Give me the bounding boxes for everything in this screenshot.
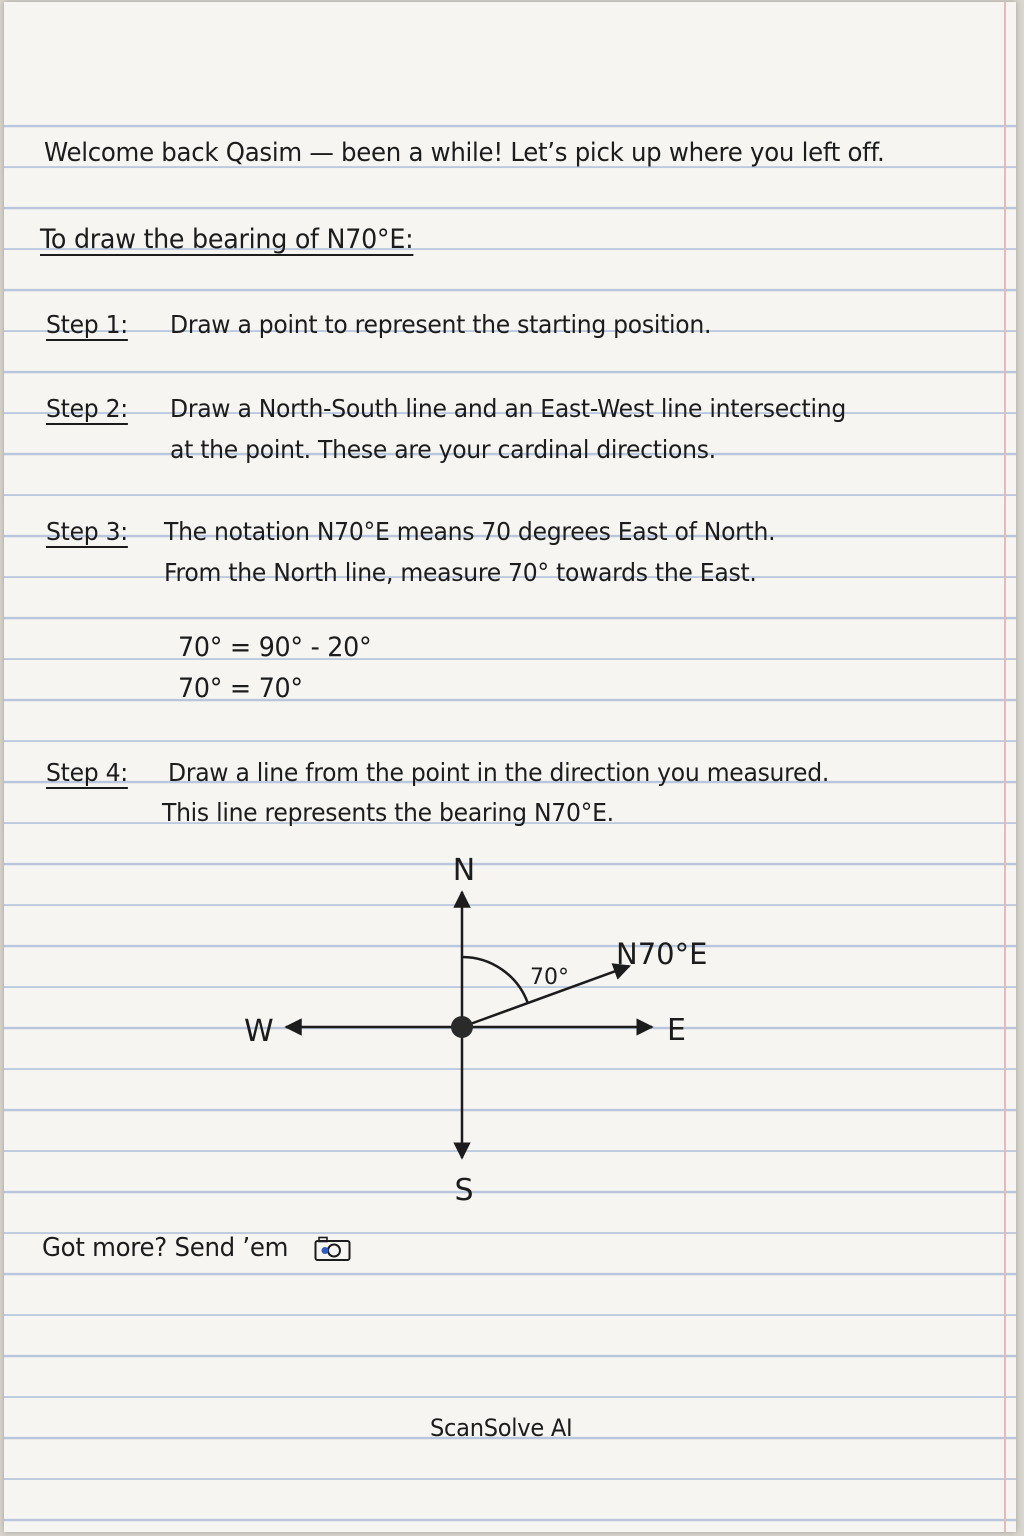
step-2-line-1: Draw a North-South line and an East-West line intersecting [170, 394, 846, 423]
origin-point [451, 1016, 473, 1038]
north-label: N [452, 853, 476, 888]
equation-2: 70° = 70° [178, 673, 303, 704]
angle-label: 70° [530, 965, 569, 990]
brand-signature: ScanSolve AI [430, 1414, 573, 1442]
step-3-label: Step 3: [46, 517, 128, 546]
step-2-label: Step 2: [46, 394, 128, 423]
equation-1: 70° = 90° - 20° [178, 632, 372, 663]
west-label: W [244, 1014, 274, 1049]
step-1-line-1: Draw a point to represent the starting position. [170, 310, 712, 339]
bearing-label: N70°E [616, 937, 708, 971]
step-3-line-2: From the North line, measure 70° towards the East. [164, 558, 757, 587]
heading: To draw the bearing of N70°E: [40, 224, 414, 255]
step-4-line-2: This line represents the bearing N70°E. [162, 798, 614, 827]
south-label: S [454, 1173, 474, 1208]
footer-prompt: Got more? Send ’em [42, 1233, 289, 1263]
east-label: E [667, 1013, 686, 1048]
angle-arc [462, 957, 528, 1003]
step-4-label: Step 4: [46, 758, 128, 787]
step-1-label: Step 1: [46, 310, 128, 339]
step-3-line-1: The notation N70°E means 70 degrees East of North. [164, 517, 776, 546]
greeting: Welcome back Qasim — been a while! Let’s pick up where you left off. [44, 138, 885, 168]
camera-icon [314, 1236, 352, 1262]
step-2-line-2: at the point. These are your cardinal directions. [170, 435, 716, 464]
step-4-line-1: Draw a line from the point in the direction you measured. [168, 758, 830, 787]
